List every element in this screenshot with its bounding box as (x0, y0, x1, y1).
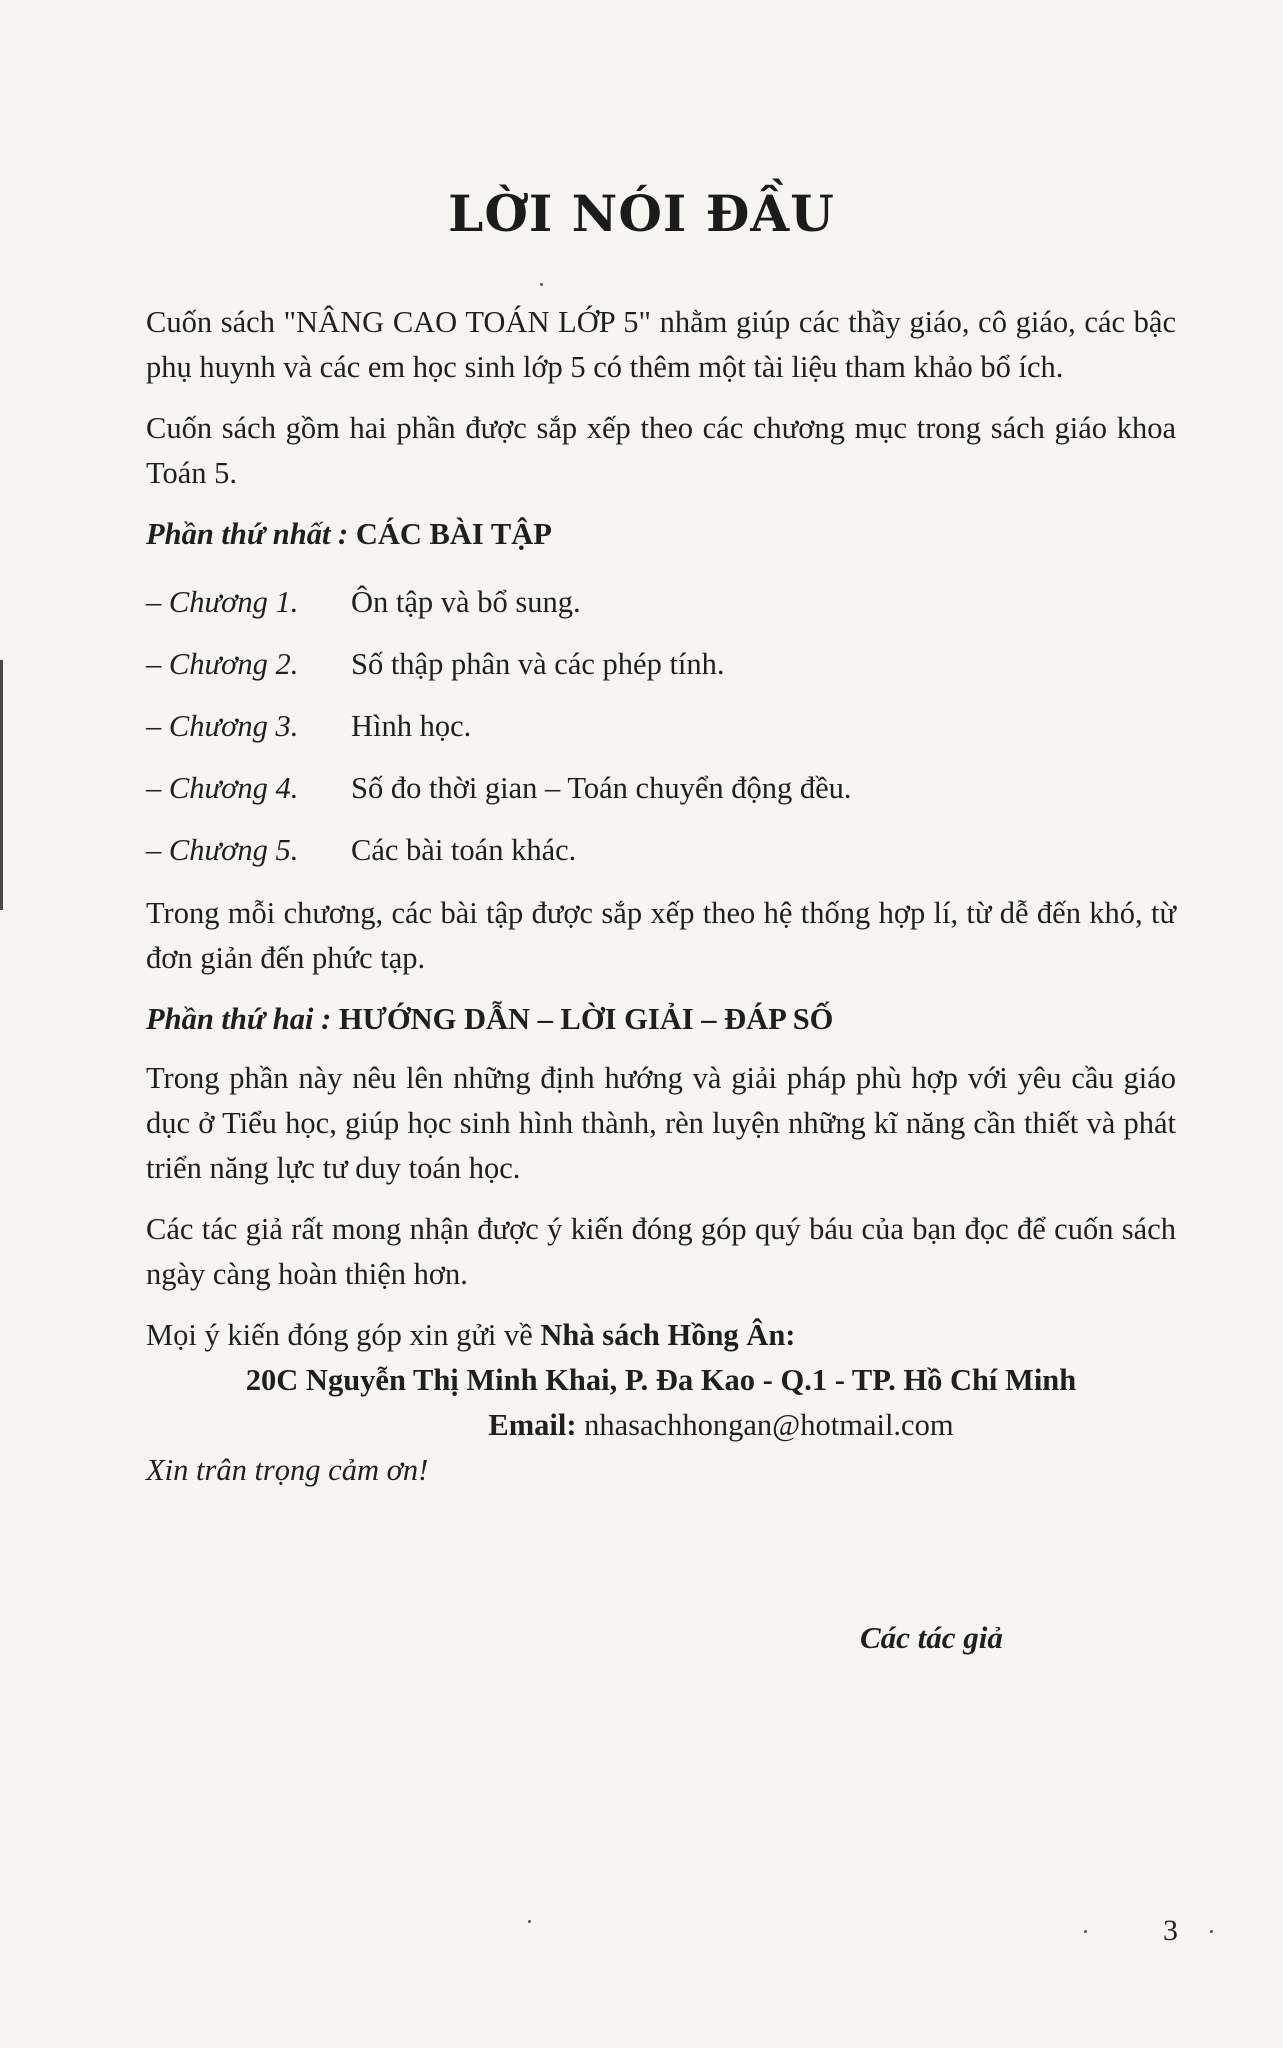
scan-speck (1210, 1930, 1213, 1933)
thanks-line: Xin trân trọng cảm ơn! (146, 1453, 429, 1487)
chapter-title: Các bài toán khác. (351, 832, 577, 867)
chapter-label: – Chương 2. (146, 646, 299, 681)
chapter-item (146, 571, 1176, 633)
part-one-note: Trong mỗi chương, các bài tập được sắp xếp theo hệ thống hợp lí, từ dễ đến khó, từ đơn giản đến phức tạp. (146, 896, 1176, 975)
intro-paragraph-2: Cuốn sách gồm hai phần được sắp xếp theo các chương mục trong sách giáo khoa Toán 5. (146, 411, 1176, 490)
chapter-item (146, 757, 1176, 819)
chapter-item (146, 633, 1176, 695)
intro-paragraph-1: Cuốn sách "NÂNG CAO TOÁN LỚP 5" nhằm giúp các thầy giáo, cô giáo, các bậc phụ huynh và các em học sinh lớp 5 có thêm một tài liệu tham khảo bổ ích. (146, 305, 1176, 384)
chapter-title: Hình học. (351, 708, 472, 743)
chapter-label: – Chương 1. (146, 584, 299, 619)
chapter-label: – Chương 5. (146, 832, 299, 867)
chapter-title: Số đo thời gian – Toán chuyển động đều. (351, 770, 852, 805)
contact-line (146, 1313, 1176, 1358)
closing-paragraph: Các tác giả rất mong nhận được ý kiến đóng góp quý báu của bạn đọc để cuốn sách ngày càng hoàn thiện hơn. (146, 1212, 1176, 1291)
chapter-list (146, 571, 1176, 881)
publisher-address: 20C Nguyễn Thị Minh Khai, P. Đa Kao - Q.1 - TP. Hồ Chí Minh (245, 1363, 1077, 1397)
page-title: LỜI NÓI ĐẦU (448, 183, 835, 243)
email-line (266, 1403, 1176, 1448)
chapter-item (146, 695, 1176, 757)
part-one-label: Phần thứ nhất : (146, 517, 349, 551)
part-two-title: HƯỚNG DẪN – LỜI GIẢI – ĐÁP SỐ (338, 1002, 834, 1036)
scan-speck (528, 1920, 531, 1923)
part-two-note: Trong phần này nêu lên những định hướng và giải pháp phù hợp với yêu cầu giáo dục ở Tiểu học, giúp học sinh hình thành, rèn luyện những kĩ năng cần thiết và phát triển năng lực tư duy toán học. (146, 1061, 1176, 1185)
part-two-label: Phần thứ hai : (146, 1002, 332, 1036)
preface-body (146, 300, 1176, 1493)
email-label: Email: (488, 1408, 577, 1442)
chapter-label: – Chương 3. (146, 708, 299, 743)
chapter-title: Số thập phân và các phép tính. (351, 646, 725, 681)
part-one-title: CÁC BÀI TẬP (355, 517, 552, 551)
chapter-item (146, 819, 1176, 881)
contact-prefix: Mọi ý kiến đóng góp xin gửi về (146, 1318, 533, 1352)
email-address: nhasachhongan@hotmail.com (584, 1408, 954, 1442)
chapter-label: – Chương 4. (146, 770, 299, 805)
chapter-title: Ôn tập và bổ sung. (351, 584, 581, 619)
page-number: 3 (1163, 1914, 1178, 1947)
part-one-heading (146, 512, 1176, 557)
scan-speck (1084, 1930, 1087, 1933)
authors-signature: Các tác giả (860, 1620, 1003, 1655)
scan-speck (540, 283, 543, 286)
scan-edge-mark (0, 660, 3, 910)
publisher-name: Nhà sách Hồng Ân: (540, 1318, 796, 1352)
part-two-heading (146, 997, 1176, 1042)
